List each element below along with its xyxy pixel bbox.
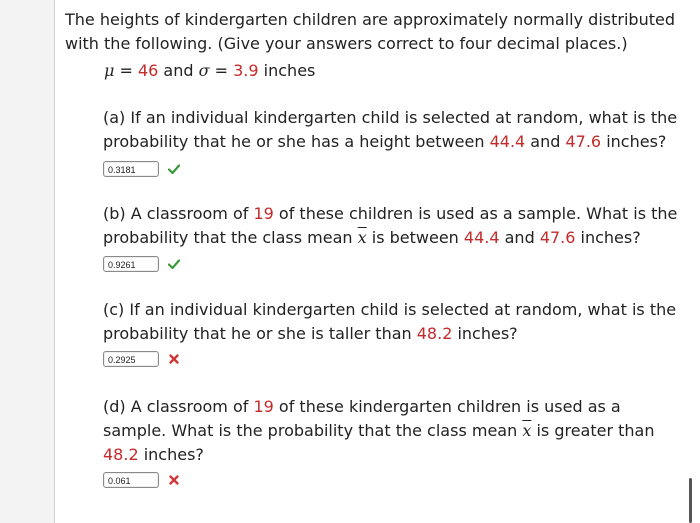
- scrollbar-thumb[interactable]: [689, 478, 692, 523]
- question-text: inches?: [452, 324, 518, 343]
- mu-value: 46: [137, 61, 159, 80]
- unit-text: inches: [258, 61, 316, 80]
- distribution-parameters: [104, 59, 315, 83]
- question-text: inches?: [138, 445, 204, 464]
- value-upper: 47.6: [539, 228, 576, 247]
- sigma-symbol: σ: [198, 61, 210, 80]
- question-b: [103, 202, 683, 250]
- check-icon: [167, 162, 181, 176]
- value-upper: 47.6: [565, 132, 602, 151]
- x-bar-symbol: $\overline{x}$: [522, 421, 532, 440]
- check-icon: [167, 257, 181, 271]
- question-text: (b) A classroom of: [103, 204, 254, 223]
- x-icon: [167, 352, 181, 366]
- value-threshold: 48.2: [416, 324, 453, 343]
- and-text: and: [158, 61, 199, 80]
- question-a: [103, 106, 683, 154]
- question-text: inches?: [601, 132, 667, 151]
- question-text: (c) If an individual kindergarten child is selected at random, what is the probability that he or she is taller than: [103, 300, 677, 343]
- question-panel: [54, 0, 700, 523]
- question-text: is between: [366, 228, 464, 247]
- answer-row-d: [103, 471, 181, 489]
- question-text: and: [525, 132, 566, 151]
- answer-input-d[interactable]: 0.061: [103, 472, 159, 488]
- sigma-equals: =: [209, 61, 234, 80]
- mu-equals: =: [114, 61, 138, 80]
- sample-size: 19: [253, 397, 274, 416]
- sample-size: 19: [253, 204, 274, 223]
- x-icon: [167, 473, 181, 487]
- value-lower: 44.4: [463, 228, 500, 247]
- question-text: of these kindergarten children is used as a sample. What is the probability that the class mean: [103, 397, 621, 440]
- question-text: inches?: [575, 228, 641, 247]
- value-lower: 44.4: [489, 132, 526, 151]
- x-bar-symbol: $\overline{x}$: [357, 228, 367, 247]
- answer-row-a: [103, 160, 181, 178]
- answer-input-c[interactable]: 0.2925: [103, 351, 159, 367]
- answer-row-c: [103, 350, 181, 368]
- answer-row-b: [103, 255, 181, 273]
- sigma-value: 3.9: [233, 61, 259, 80]
- answer-input-a[interactable]: 0.3181: [103, 161, 159, 177]
- problem-intro: The heights of kindergarten children are approximately normally distributed with the following. (Give your answers correct to four decimal places.): [65, 10, 675, 53]
- question-text: of these children is used as a sample. What is the probability that the class mean: [103, 204, 678, 247]
- question-text: is greater than: [531, 421, 655, 440]
- question-text: (d) A classroom of: [103, 397, 254, 416]
- question-text: (a) If an individual kindergarten child is selected at random, what is the probability that he or she has a height between: [103, 108, 678, 151]
- answer-input-b[interactable]: 0.9261: [103, 256, 159, 272]
- question-text: and: [499, 228, 540, 247]
- mu-symbol: μ: [104, 61, 115, 80]
- question-d: [103, 395, 683, 467]
- value-threshold: 48.2: [103, 445, 139, 464]
- question-c: [103, 298, 683, 346]
